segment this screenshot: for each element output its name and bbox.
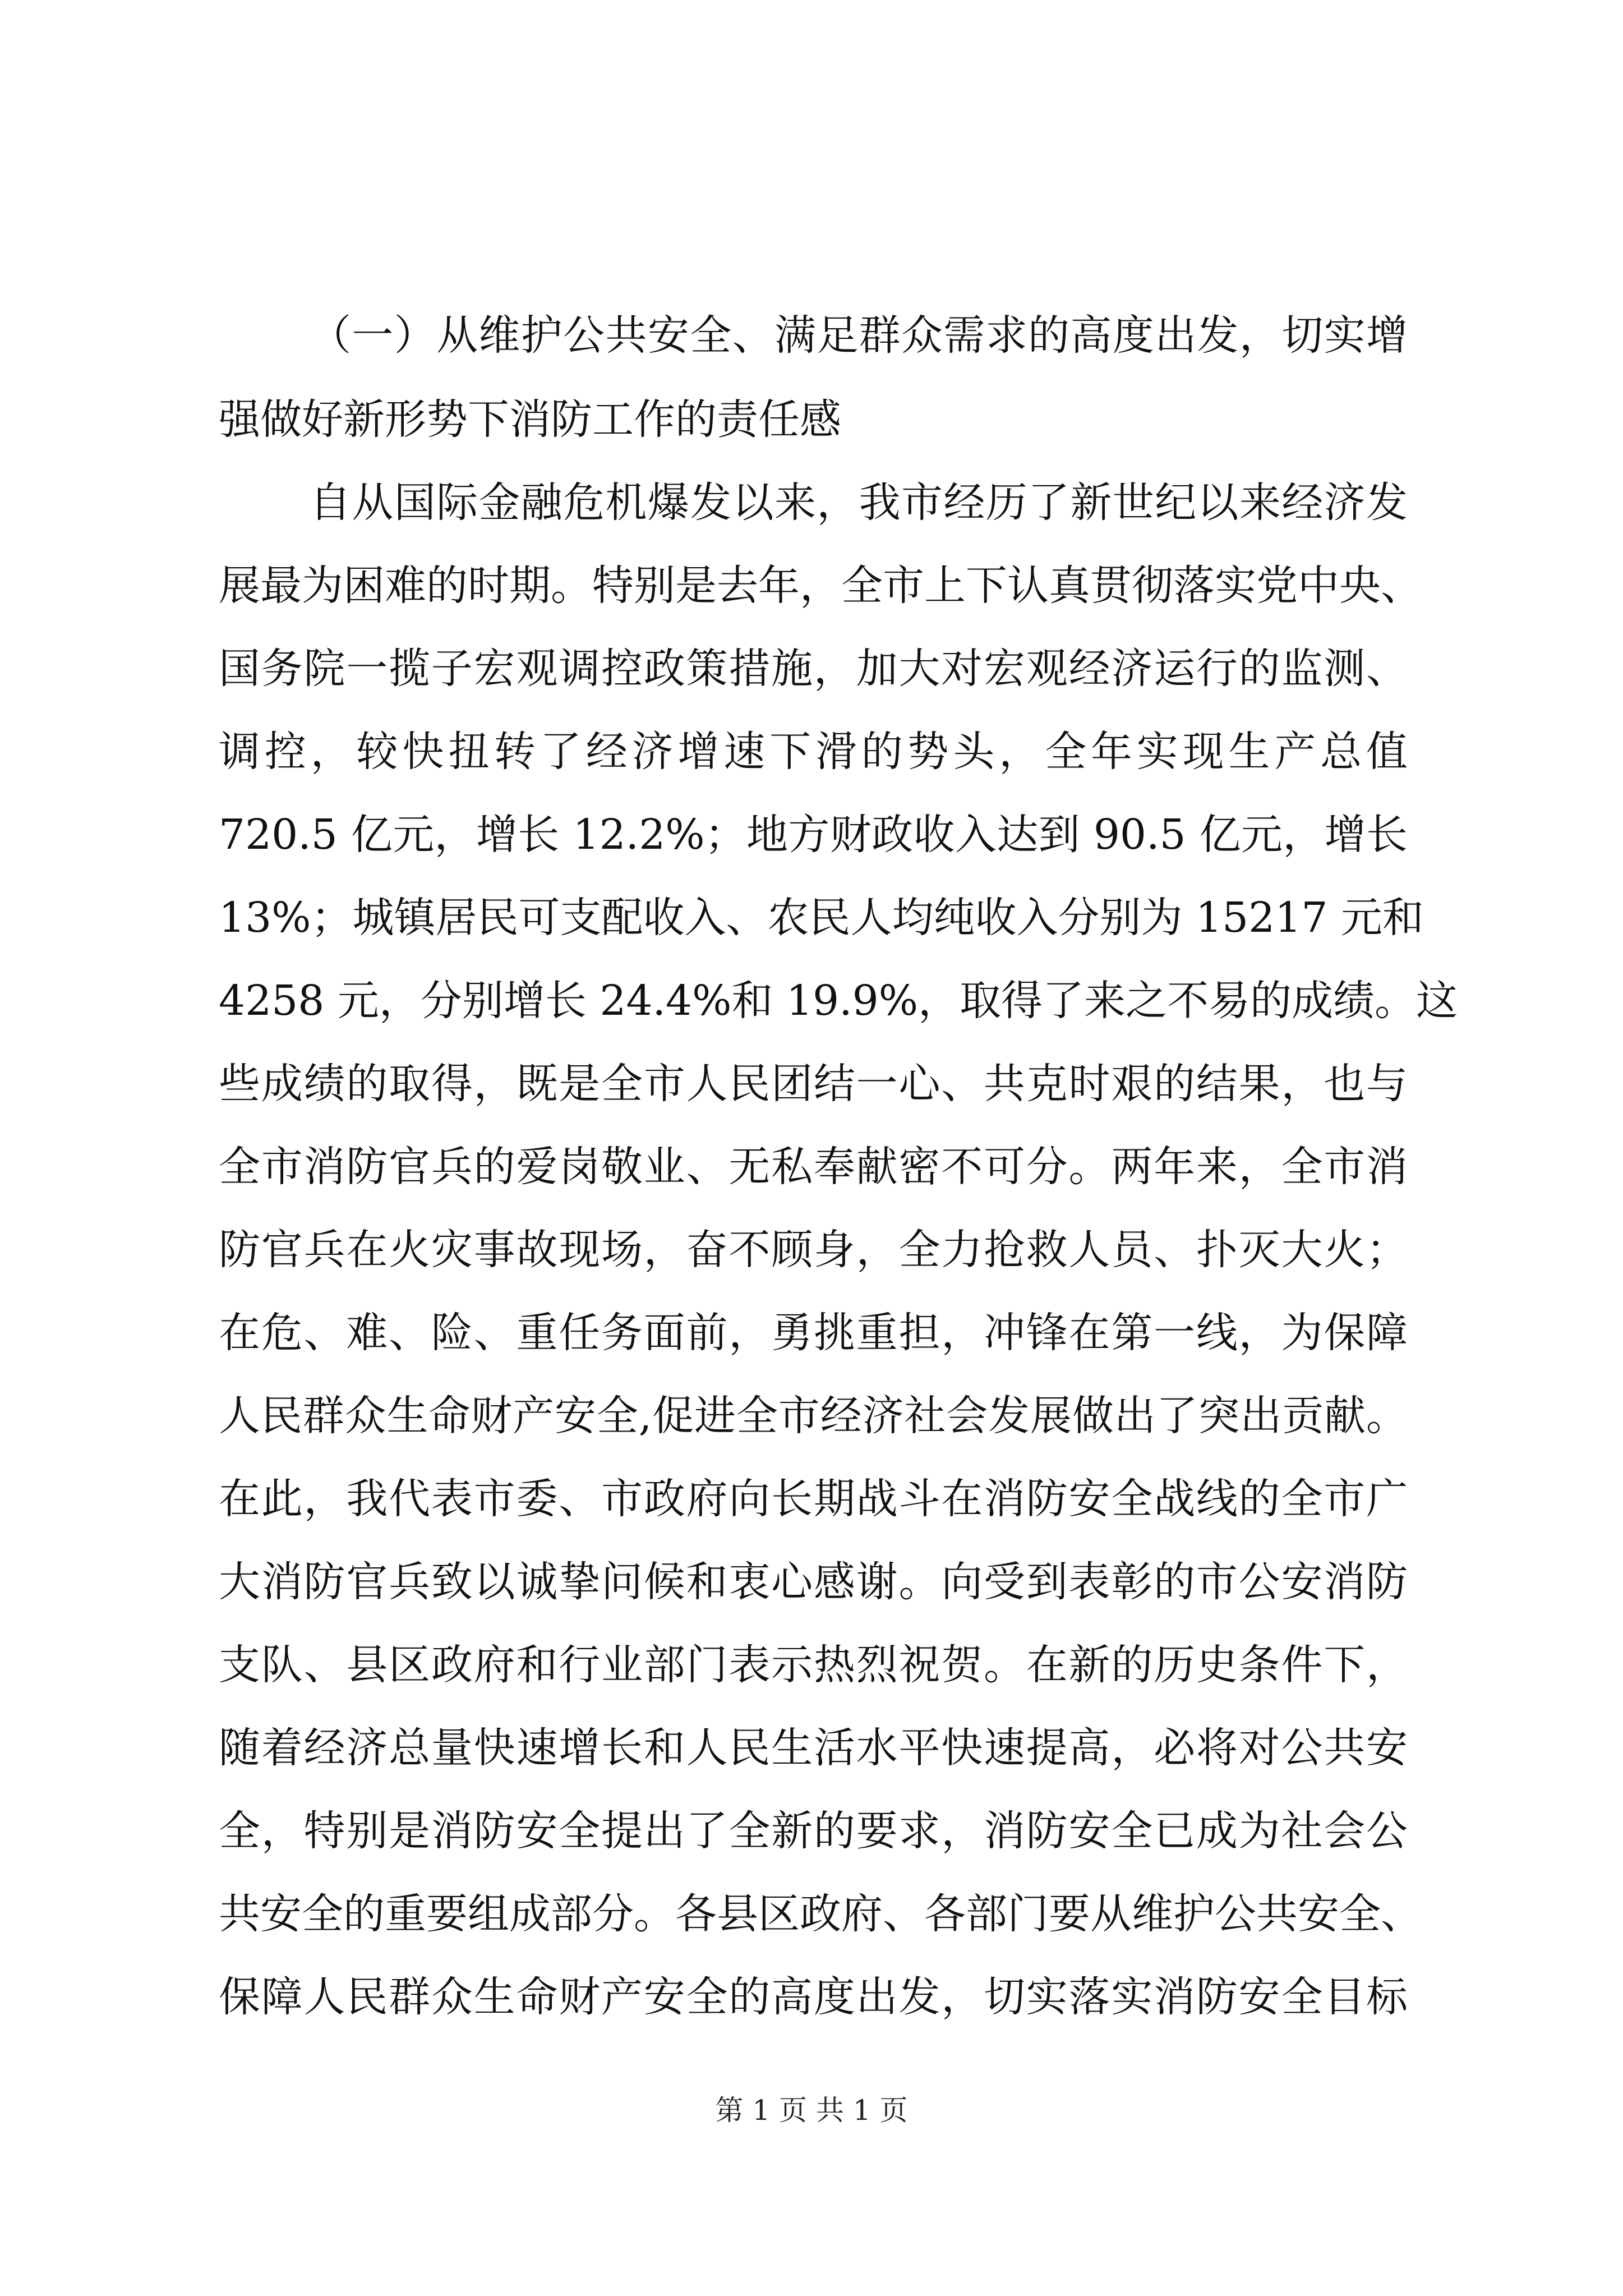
paragraph-line: 在此，我代表市委、市政府向长期战斗在消防安全战线的全市广 [219,1475,1408,1523]
paragraph-line: 全市消防官兵的爱岗敬业、无私奉献密不可分。两年来，全市消 [219,1143,1408,1191]
paragraph-line: 在危、难、险、重任务面前，勇挑重担，冲锋在第一线，为保障 [219,1309,1408,1357]
paragraph-line: 随着经济总量快速增长和人民生活水平快速提高，必将对公共安 [219,1724,1408,1772]
paragraph-line: 人民群众生命财产安全,促进全市经济社会发展做出了突出贡献。 [219,1392,1408,1440]
paragraph-line: 13%；城镇居民可支配收入、农民人均纯收入分别为 15217 元和 [219,894,1424,942]
paragraph-line: 支队、县区政府和行业部门表示热烈祝贺。在新的历史条件下， [219,1641,1408,1689]
paragraph-line: 全，特别是消防安全提出了全新的要求，消防安全已成为社会公 [219,1807,1408,1855]
paragraph-line: 大消防官兵致以诚挚问候和衷心感谢。向受到表彰的市公安消防 [219,1558,1408,1606]
paragraph-line: 720.5 亿元，增长 12.2%；地方财政收入达到 90.5 亿元，增长 [219,811,1408,859]
paragraph-line: 共安全的重要组成部分。各县区政府、各部门要从维护公共安全、 [219,1890,1422,1938]
page-number-footer: 第 1 页 共 1 页 [715,2094,908,2127]
paragraph-line: 展最为困难的时期。特别是去年，全市上下认真贯彻落实党中央、 [219,562,1422,610]
paragraph-line: 些成绩的取得，既是全市人民团结一心、共克时艰的结果，也与 [219,1060,1408,1108]
paragraph-line: 防官兵在火灾事故现场，奋不顾身，全力抢救人员、扑灭大火； [219,1226,1408,1274]
paragraph-line: 国务院一揽子宏观调控政策措施，加大对宏观经济运行的监测、 [219,645,1408,693]
section-heading-line-1: （一）从维护公共安全、满足群众需求的高度出发，切实增 [310,311,1408,360]
paragraph-line: 自从国际金融危机爆发以来，我市经历了新世纪以来经济发 [310,478,1408,527]
paragraph-line: 4258 元，分别增长 24.4%和 19.9%，取得了来之不易的成绩。这 [219,977,1458,1025]
paragraph-line: 调控，较快扭转了经济增速下滑的势头，全年实现生产总值 [219,728,1408,776]
section-heading-line-2: 强做好新形势下消防工作的责任感 [219,395,841,444]
paragraph-line: 保障人民群众生命财产安全的高度出发，切实落实消防安全目标 [219,1973,1408,2021]
